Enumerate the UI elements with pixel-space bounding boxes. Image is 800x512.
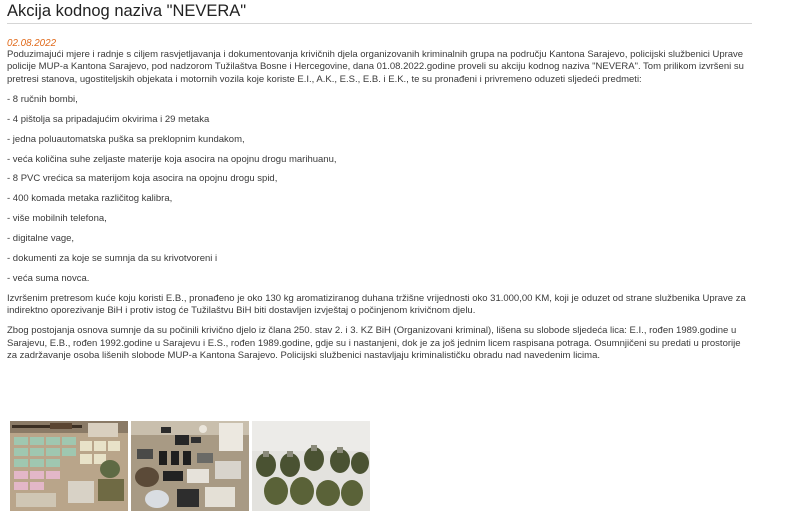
title-divider: [7, 23, 752, 24]
list-item: - 4 pištolja sa pripadajućim okvirima i 29 metaka: [7, 113, 210, 125]
gallery-photo-grenades[interactable]: [252, 421, 370, 511]
list-item: - veća suma novca.: [7, 272, 90, 284]
article-body: [7, 49, 752, 362]
tobacco-paragraph: Izvršenim pretresom kuće koju koristi E.B., pronađeno je oko 130 kg aromatiziranog duhana tržišne vrijednosti oko 31.000,00 KM, koji je oduzet od strane službenika Uprave za indirektno oporezivanje BiH i protiv istog će Tužilaštvu BiH biti dostavljen izvještaj o počinjenom krivičnom djelu.: [7, 292, 746, 317]
gallery-photo-money[interactable]: [10, 421, 128, 511]
list-item: - veća količina suhe zeljaste materije koja asocira na opojnu drogu marihuanu,: [7, 153, 337, 165]
photo-gallery: [10, 421, 370, 511]
article: [7, 0, 752, 362]
intro-paragraph: Poduzimajući mjere i radnje s ciljem rasvjetljavanja i dokumentovanja krivičnih djela organizovanih kriminalnih grupa na području Kantona Sarajevo, policijski službenici Uprave policije MUP-a Kantona Sarajevo, pod nadzorom Tužilaštva Bosne i Hercegovine, dana 01.08.2022.godine proveli su akciju kodnog naziva "NEVERA". Tom prilikom izvršeni su pretresi stanova, ugostiteljskih objekata i motornih vozila koje koriste E.I., A.K., E.S., E.B. i E.K., te su pronađeni i privremeno oduzeti sljedeći predmeti:: [7, 49, 744, 85]
arrests-paragraph: Zbog postojanja osnova sumnje da su počinili krivično djelo iz člana 250. stav 2. i 3. KZ BiH (Organizovani kriminal), lišena su slobode sljedeća lica: E.I., rođen 1989.godine u Sarajevu, E.B., rođen 1992.godine u Sarajevu i E.S., rođen 1989.godine, gdje su i nastanjeni, dok je za još jednim licem raspisana potraga. Osumnjičeni su predati u prostorije za zadržavanje osoba lišenih slobode MUP-a Kantona Sarajevo. Policijski službenici nastavljaju kriminalističku obradu nad navedenim licima.: [7, 325, 741, 361]
list-item: - više mobilnih telefona,: [7, 213, 107, 225]
seized-items-list: [7, 94, 752, 285]
list-item: - 8 ručnih bombi,: [7, 93, 78, 105]
article-title: Akcija kodnog naziva "NEVERA": [7, 2, 247, 20]
list-item: - 400 komada metaka različitog kalibra,: [7, 193, 173, 205]
list-item: - digitalne vage,: [7, 233, 75, 245]
list-item: - jedna poluautomatska puška sa preklopnim kundakom,: [7, 133, 245, 145]
gallery-photo-weapons[interactable]: [131, 421, 249, 511]
list-item: - 8 PVC vrećica sa materijom koja asocira na opojnu drogu spid,: [7, 173, 278, 185]
list-item: - dokumenti za koje se sumnja da su krivotvoreni i: [7, 253, 218, 265]
article-date: 02.08.2022: [7, 38, 57, 49]
